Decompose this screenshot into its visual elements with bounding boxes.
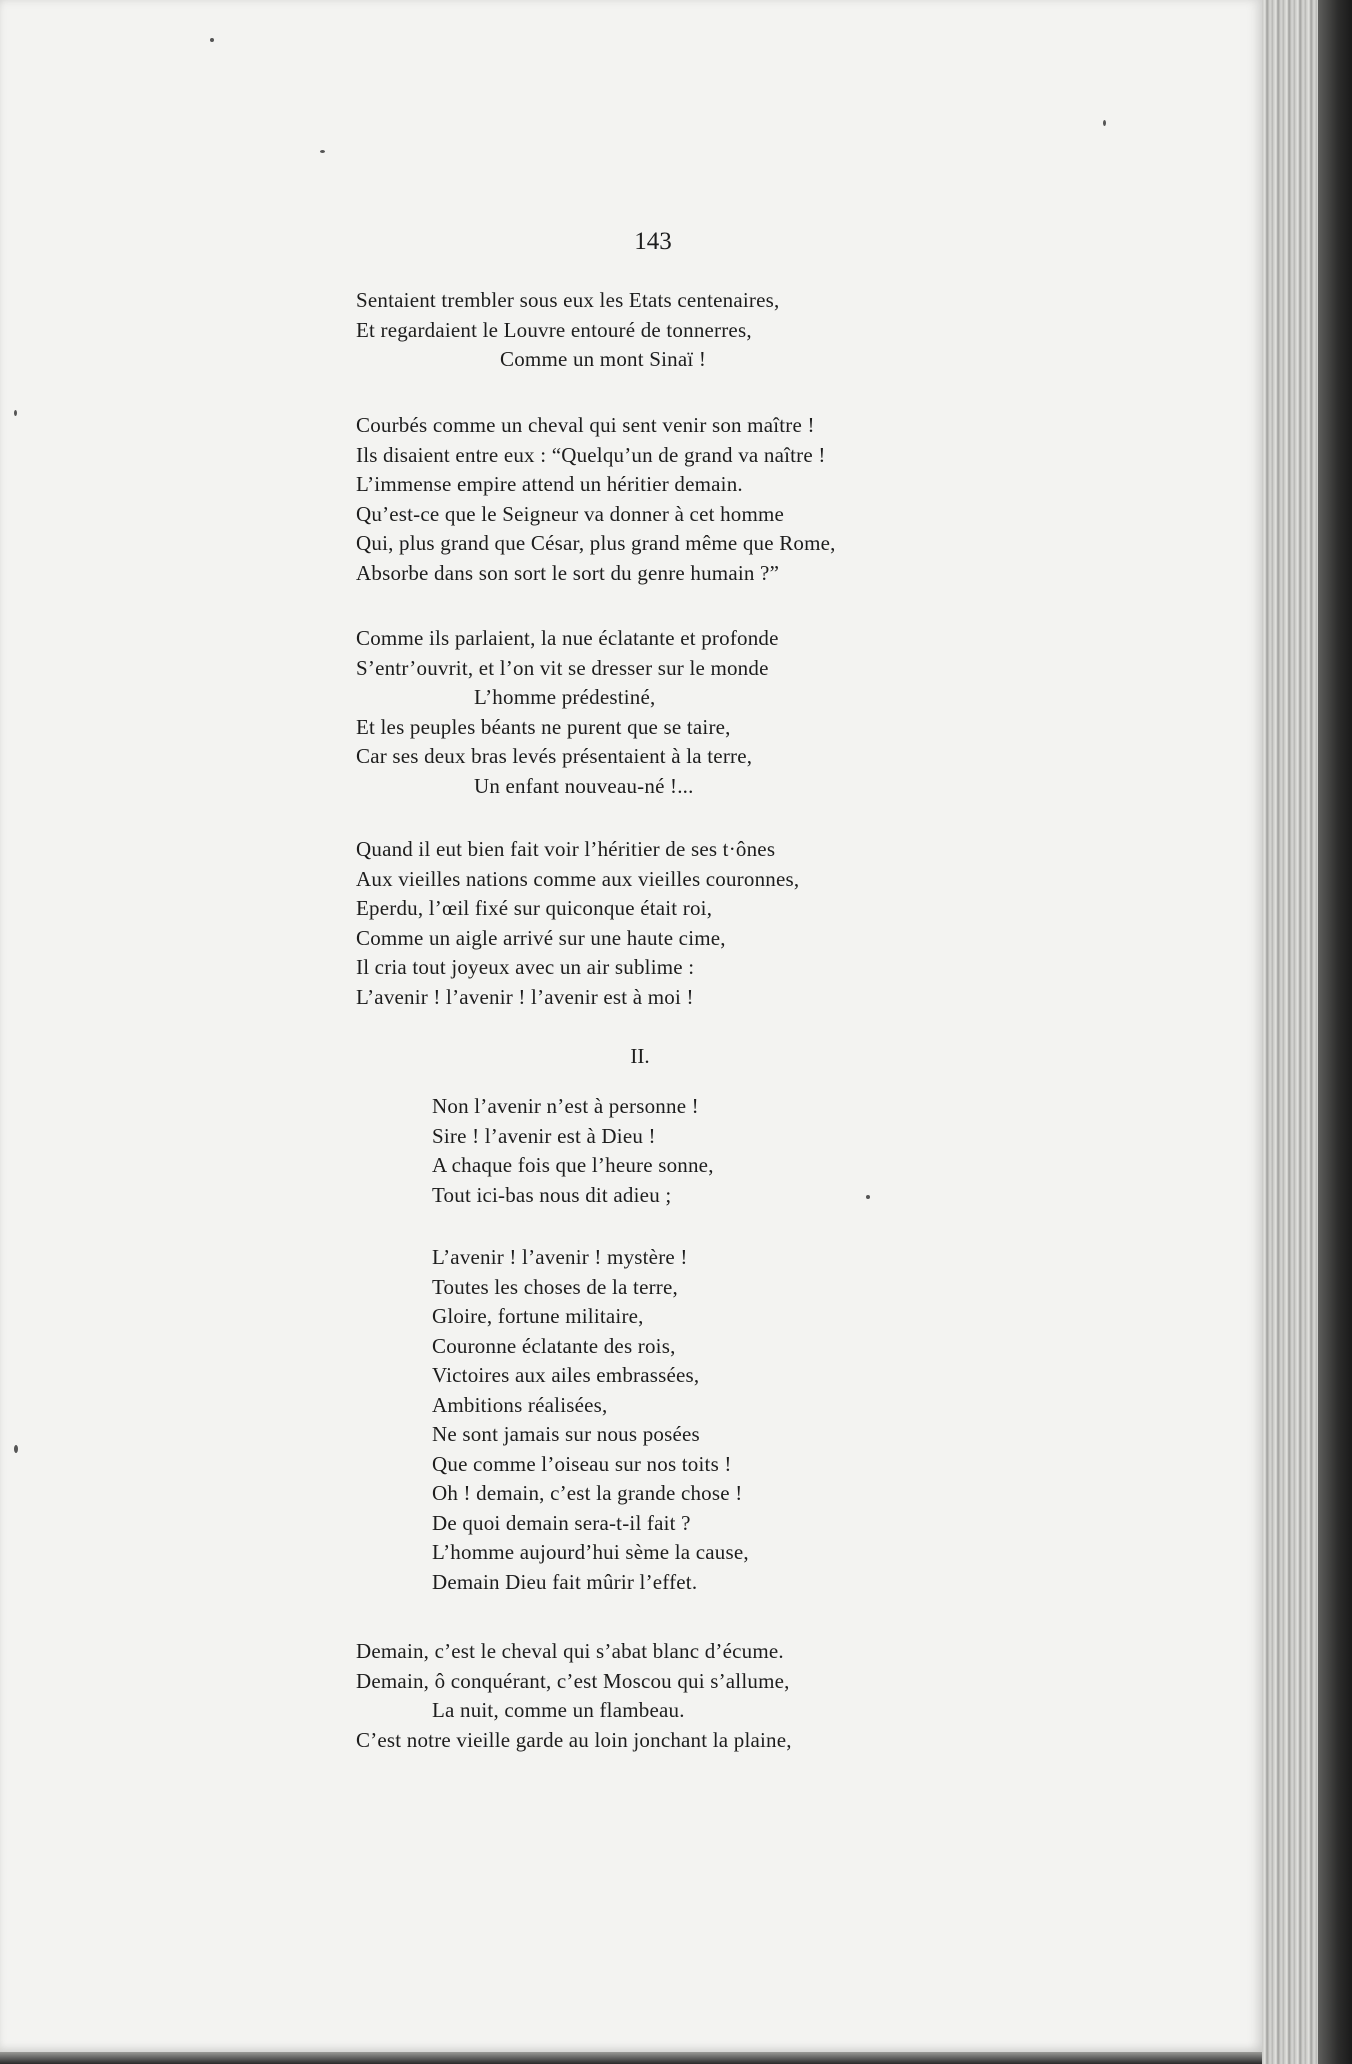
- verse-line: Absorbe dans son sort le sort du genre humain ?”: [356, 560, 780, 585]
- paper-speck: [1103, 120, 1106, 126]
- stanza-4: [356, 835, 799, 1012]
- stanza-2: [356, 411, 836, 588]
- stanza-7: [356, 1637, 792, 1755]
- verse-line: Que comme l’oiseau sur nos toits !: [432, 1451, 732, 1476]
- verse-line: Oh ! demain, c’est la grande chose !: [432, 1481, 743, 1505]
- verse-line: Un enfant nouveau-né !...: [474, 773, 694, 798]
- verse-line: Demain, c’est le cheval qui s’abat blanc d’écume.: [356, 1639, 784, 1663]
- stanza-5: [356, 1092, 714, 1210]
- verse-line: Et les peuples béants ne purent que se taire,: [356, 714, 731, 739]
- verse-line: L’homme prédestiné,: [474, 685, 656, 709]
- verse-line: Toutes les choses de la terre,: [432, 1274, 678, 1299]
- verse-line: Gloire, fortune militaire,: [432, 1304, 644, 1328]
- verse-line: L’homme aujourd’hui sème la cause,: [432, 1540, 749, 1564]
- paper-speck: [14, 410, 17, 416]
- verse-line: S’entr’ouvrit, et l’on vit se dresser sur le monde: [356, 655, 769, 680]
- verse-line: A chaque fois que l’heure sonne,: [432, 1153, 714, 1177]
- book-cover-edge: [1318, 0, 1352, 2064]
- verse-line: Demain Dieu fait mûrir l’effet.: [432, 1569, 698, 1594]
- paper-speck: [320, 150, 325, 153]
- verse-line: Tout ici-bas nous dit adieu ;: [432, 1182, 672, 1207]
- verse-line: Sire ! l’avenir est à Dieu !: [432, 1123, 656, 1148]
- section-number: II.: [630, 1044, 650, 1068]
- paper-speck: [866, 1195, 870, 1199]
- stanza-1: [356, 286, 779, 375]
- verse-line: Couronne éclatante des rois,: [432, 1333, 676, 1358]
- verse-line: C’est notre vieille garde au loin jonchant la plaine,: [356, 1727, 792, 1752]
- verse-line: L’avenir ! l’avenir ! mystère !: [432, 1245, 688, 1269]
- verse-line: Il cria tout joyeux avec un air sublime :: [356, 955, 695, 979]
- verse-line: La nuit, comme un flambeau.: [432, 1698, 685, 1722]
- verse-line: Qu’est-ce que le Seigneur va donner à cet homme: [356, 501, 785, 526]
- verse-line: De quoi demain sera-t-il fait ?: [432, 1510, 691, 1535]
- verse-line: Aux vieilles nations comme aux vieilles couronnes,: [356, 866, 800, 891]
- verse-line: Courbés comme un cheval qui sent venir son maître !: [356, 413, 815, 437]
- verse-line: Et regardaient le Louvre entouré de tonnerres,: [356, 317, 752, 342]
- verse-line: Comme un mont Sinaï !: [500, 347, 707, 371]
- stanza-3: [356, 624, 779, 801]
- bottom-shadow: [0, 2052, 1262, 2064]
- verse-line: Qui, plus grand que César, plus grand même que Rome,: [356, 531, 836, 555]
- verse-line: Victoires aux ailes embrassées,: [432, 1363, 700, 1387]
- verse-line: Ils disaient entre eux : “Quelqu’un de grand va naître !: [356, 442, 826, 467]
- verse-line: Car ses deux bras levés présentaient à la terre,: [356, 744, 753, 768]
- verse-line: Sentaient trembler sous eux les Etats centenaires,: [356, 288, 780, 312]
- verse-line: Comme un aigle arrivé sur une haute cime,: [356, 925, 726, 950]
- verse-line: Quand il eut bien fait voir l’héritier de ses t·ônes: [356, 837, 776, 861]
- page-number: 143: [634, 228, 672, 255]
- stanza-6: [356, 1243, 749, 1597]
- verse-line: Eperdu, l’œil fixé sur quiconque était roi,: [356, 896, 713, 920]
- paper-speck: [210, 38, 214, 42]
- verse-line: Ne sont jamais sur nous posées: [432, 1422, 700, 1446]
- verse-line: L’avenir ! l’avenir ! l’avenir est à moi !: [356, 984, 694, 1009]
- verse-line: L’immense empire attend un héritier demain.: [356, 472, 743, 496]
- verse-line: Non l’avenir n’est à personne !: [432, 1094, 699, 1118]
- verse-line: Demain, ô conquérant, c’est Moscou qui s’allume,: [356, 1668, 790, 1693]
- verse-line: Ambitions réalisées,: [432, 1392, 608, 1417]
- verse-line: Comme ils parlaient, la nue éclatante et profonde: [356, 626, 779, 650]
- paper-speck: [14, 1445, 18, 1453]
